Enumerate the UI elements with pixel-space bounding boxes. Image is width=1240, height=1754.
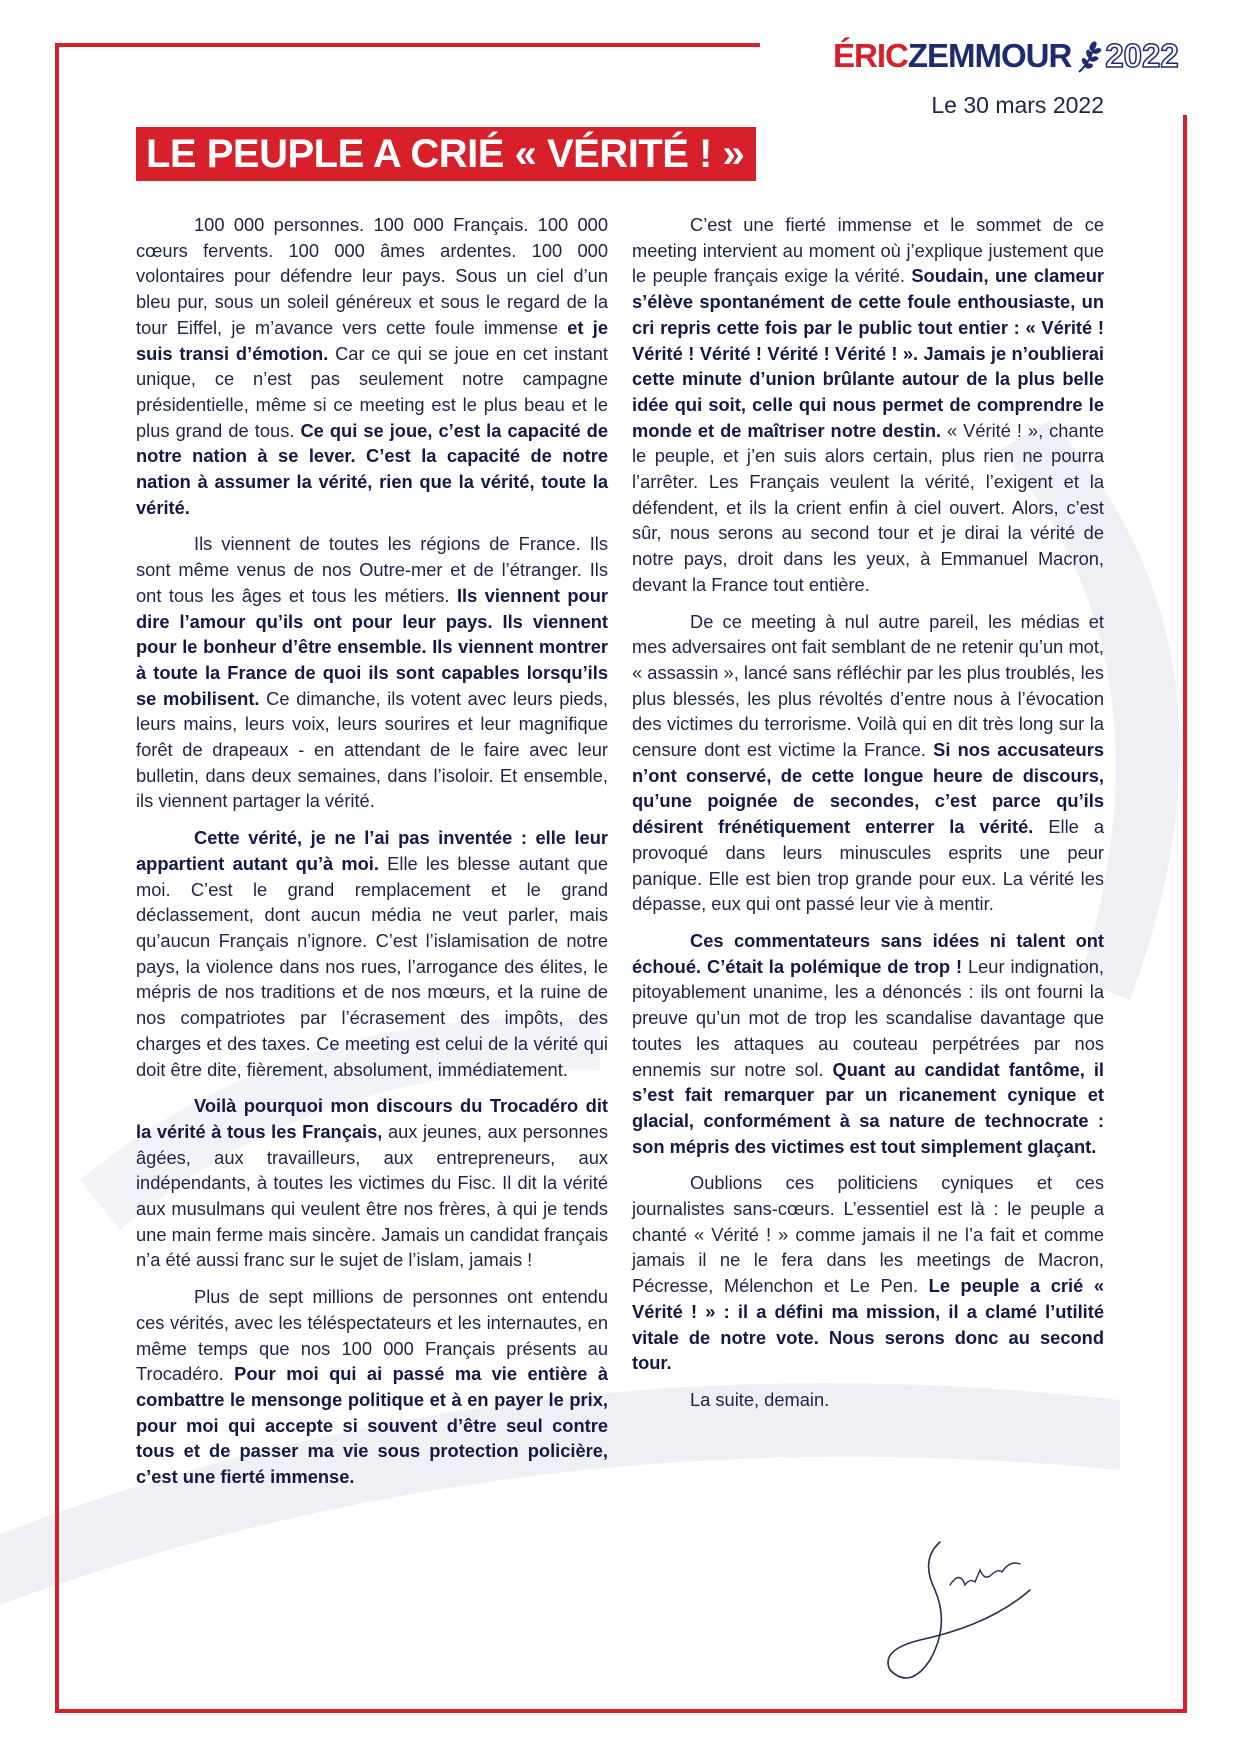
text-run: Oublions ces politiciens cyniques et ces journalistes sans-cœurs. L’essentiel est là : le peuple a chanté « Vérité ! » comme jamais il ne l’a fait et comme jamais il ne le fera dans les meetings de Macron, Pécresse, Mélenchon et Le Pen.: [632, 1172, 1104, 1297]
bold-text-run: Ces commentateurs sans idées ni talent ont échoué. C’était la polémique de trop !: [632, 929, 1104, 977]
signature: [880, 1530, 1080, 1700]
bold-text-run: Soudain, une clameur s’élève spontanément de cette foule enthousiaste, un cri repris cette fois par le public tout entier : « Vérité ! Vérité ! Vérité ! Vérité ! Vérité ! ». Jamais je n’oublierai cette minute d’union brûlante autour de la plus belle idée qui soit, celle qui nous permet de comprendre le monde et de maîtriser notre destin.: [632, 265, 1104, 441]
text-column-right: [632, 212, 1104, 1424]
text-run: C’est une fierté immense et le sommet de ce meeting intervient au moment où j’explique justement que le peuple français exige la vérité.: [632, 214, 1104, 287]
bold-text-run: Si nos accusateurs n’ont conservé, de cette longue heure de discours, qu’une poignée de secondes, c’est parce qu’ils désirent frénétiquement enterrer la vérité.: [632, 739, 1104, 838]
article-paragraph: [136, 825, 608, 1082]
frame-border-right: [1183, 115, 1187, 1713]
text-run: La suite, demain.: [690, 1388, 830, 1410]
text-run: Plus de sept millions de personnes ont entendu ces vérités, avec les téléspectateurs et les internautes, en même temps que nos 100 000 Français présents au Trocadéro.: [136, 1286, 608, 1385]
logo-year: 2022: [1105, 37, 1179, 74]
bold-text-run: Le peuple a crié « Vérité ! » : il a défini ma mission, il a clamé l’utilité vitale de notre vote. Nous serons donc au second tour.: [632, 1275, 1104, 1374]
text-run: Ils viennent de toutes les régions de France. Ils sont même venus de nos Outre-mer et de l’étranger. Ils ont tous les âges et tous les métiers.: [136, 533, 608, 606]
article-paragraph: [632, 609, 1104, 917]
article-paragraph: [136, 212, 608, 520]
text-run: Ce dimanche, ils votent avec leurs pieds, leurs mains, leurs voix, leurs sourires et leur magnifique forêt de drapeaux - en attendant de le faire avec leur bulletin, dans deux semaines, dans l’isoloir. Et ensemble, ils viennent partager la vérité.: [136, 687, 608, 812]
text-run: Car ce qui se joue en cet instant unique, ce n’est pas seulement notre campagne présidentielle, même si ce meeting est le plus beau et le plus grand de tous.: [136, 342, 609, 441]
logo-first-name: ÉRIC: [833, 37, 908, 74]
bold-text-run: Ils viennent pour dire l’amour qu’ils ont pour leur pays. Ils viennent pour le bonheur d’être ensemble. Ils viennent montrer à toute la France de quoi ils sont capables lorsqu’ils se mobilisent.: [136, 584, 608, 709]
text-run: Elle a provoqué dans leurs minuscules esprits une peur panique. Elle est bien trop grande pour eux. La vérité les dépasse, eux qui ont passé leur vie à mentir.: [632, 816, 1104, 915]
article-paragraph: [632, 928, 1104, 1159]
logo-last-name: ZEMMOUR: [907, 37, 1072, 74]
frame-border-bottom: [55, 1709, 1187, 1713]
article-paragraph: [632, 212, 1104, 598]
frame-border-left: [55, 43, 59, 1713]
document-date: Le 30 mars 2022: [931, 92, 1104, 118]
page-title: LE PEUPLE A CRIÉ « VÉRITÉ ! »: [136, 127, 756, 181]
text-run: De ce meeting à nul autre pareil, les médias et mes adversaires ont fait semblant de ne retenir qu’un mot, « assassin », lancé sans réfléchir par les plus troublés, les plus blessés, les plus révoltés d’entre nous à l’évocation des victimes du terrorisme. Voilà qui en dit très long sur la censure dont est victime la France.: [632, 610, 1104, 761]
laurel-icon: [1073, 38, 1103, 74]
text-run: Leur indignation, pitoyablement unanime, les a dénoncés : ils ont fourni la preuve qu’un mot de trop les scandalise davantage que toutes les attaques au couteau perpétrées par nos ennemis sur notre sol.: [632, 955, 1104, 1080]
bold-text-run: Quant au candidat fantôme, il s’est fait remarquer par un ricanement cynique et glacial, conformément à sa nature de technocrate : son mépris des victimes est tout simplement glaçant.: [632, 1058, 1104, 1157]
bold-text-run: et je suis transi d’émotion.: [136, 316, 608, 364]
article-paragraph: [136, 531, 608, 814]
text-run: aux jeunes, aux personnes âgées, aux travailleurs, aux entrepreneurs, aux indépendants, à toutes les victimes du Fisc. Il dit la vérité aux musulmans qui veulent être nos frères, à qui je tends une main ferme mais sincère. Jamais un candidat français n’a été aussi franc sur le sujet de l’islam, jamais !: [136, 1120, 608, 1271]
frame-border-top: [55, 43, 760, 47]
text-run: « Vérité ! », chante le peuple, et j’en suis alors certain, plus rien ne pourra l’arrêter. Les Français veulent la vérité, l’exigent et la défendent, et ils la crient enfin à ciel ouvert. Alors, c’est sûr, nous serons au second tour et je dirai la vérité de notre pays, droit dans les yeux, à Emmanuel Macron, devant la France tout entière.: [632, 419, 1104, 595]
bold-text-run: Cette vérité, je ne l’ai pas inventée : elle leur appartient autant qu’à moi.: [136, 827, 608, 874]
bold-text-run: Ce qui se joue, c’est la capacité de notre nation à se lever. C’est la capacité de notre nation à assumer la vérité, rien que la vérité, toute la vérité.: [136, 419, 609, 518]
article-paragraph: [632, 1170, 1104, 1376]
campaign-logo: [833, 36, 1179, 76]
text-run: 100 000 personnes. 100 000 Français. 100 000 cœurs fervents. 100 000 âmes ardentes. 100 000 volontaires pour défendre leur pays. Sous un ciel d’un bleu pur, sous un soleil généreux et sous le regard de la tour Eiffel, je m’avance vers cette foule immense: [136, 214, 608, 338]
article-paragraph: [136, 1284, 608, 1490]
text-run: Elle les blesse autant que moi. C’est le grand remplacement et le grand déclassement, dont aucun média ne veut parler, mais qu’aucun Français n’ignore. C’est l’islamisation de notre pays, la violence dans nos rues, l’arrogance des élites, le mépris de nos traditions et de nos mœurs, et la ruine de nos compatriotes par l’écrasement des impôts, des charges et des taxes. Ce meeting est celui de la vérité qui doit être dite, fièrement, absolument, immédiatement.: [136, 852, 609, 1080]
bold-text-run: Pour moi qui ai passé ma vie entière à combattre le mensonge politique et à en payer le prix, pour moi qui accepte si souvent d’être seul contre tous et de passer ma vie sous protection policière, c’est une fierté immense.: [136, 1363, 608, 1488]
article-paragraph: [632, 1387, 1104, 1413]
article-paragraph: [136, 1093, 608, 1273]
text-column-left: [136, 212, 608, 1501]
bold-text-run: Voilà pourquoi mon discours du Trocadéro dit la vérité à tous les Français,: [136, 1095, 608, 1142]
